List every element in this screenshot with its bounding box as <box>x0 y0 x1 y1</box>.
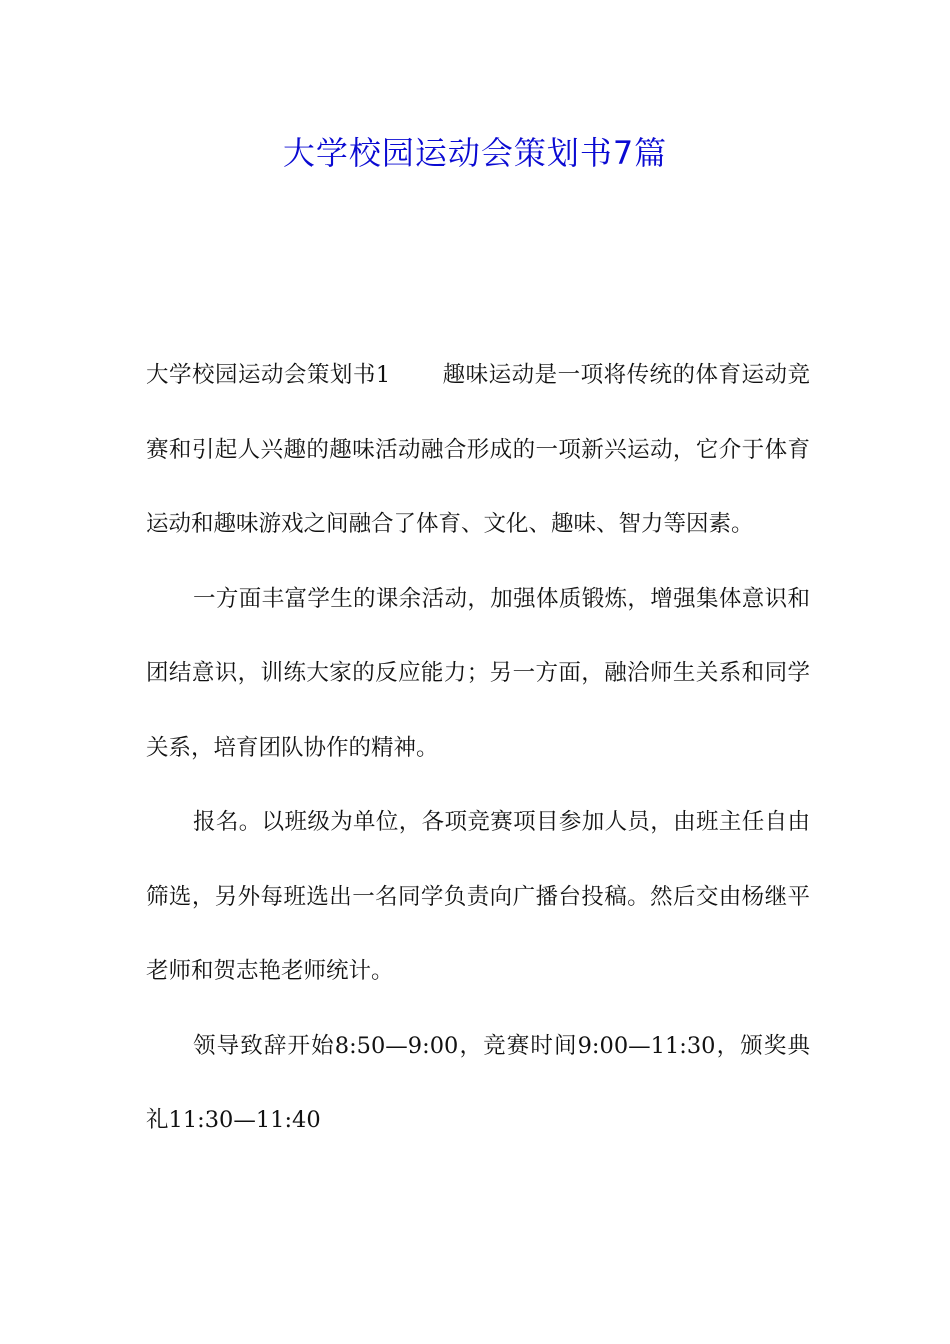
paragraph-1 <box>146 338 810 562</box>
paragraph-4: 领导致辞开始8:50—9:00，竞赛时间9:00—11:30，颁奖典礼11:30—11:40 <box>146 1032 810 1133</box>
document-title: 大学校园运动会策划书7篇 <box>282 134 668 172</box>
paragraph-2: 一方面丰富学生的课余活动，加强体质锻炼，增强集体意识和团结意识，训练大家的反应能力；另一方面，融洽师生关系和同学关系，培育团队协作的精神。 <box>146 585 810 761</box>
document-body <box>146 338 810 1158</box>
paragraph-3: 报名。以班级为单位，各项竞赛项目参加人员，由班主任自由筛选，另外每班选出一名同学负责向广播台投稿。然后交由杨继平老师和贺志艳老师统计。 <box>146 809 810 984</box>
section-heading: 大学校园运动会策划书1 <box>146 362 391 388</box>
paragraph-1-text: 趣味运动是一项将传统的体育运动竞赛和引起人兴趣的趣味活动融合形成的一项新兴运动，它介于体育运动和趣味游戏之间融合了体育、文化、趣味、智力等因素。 <box>146 362 810 537</box>
